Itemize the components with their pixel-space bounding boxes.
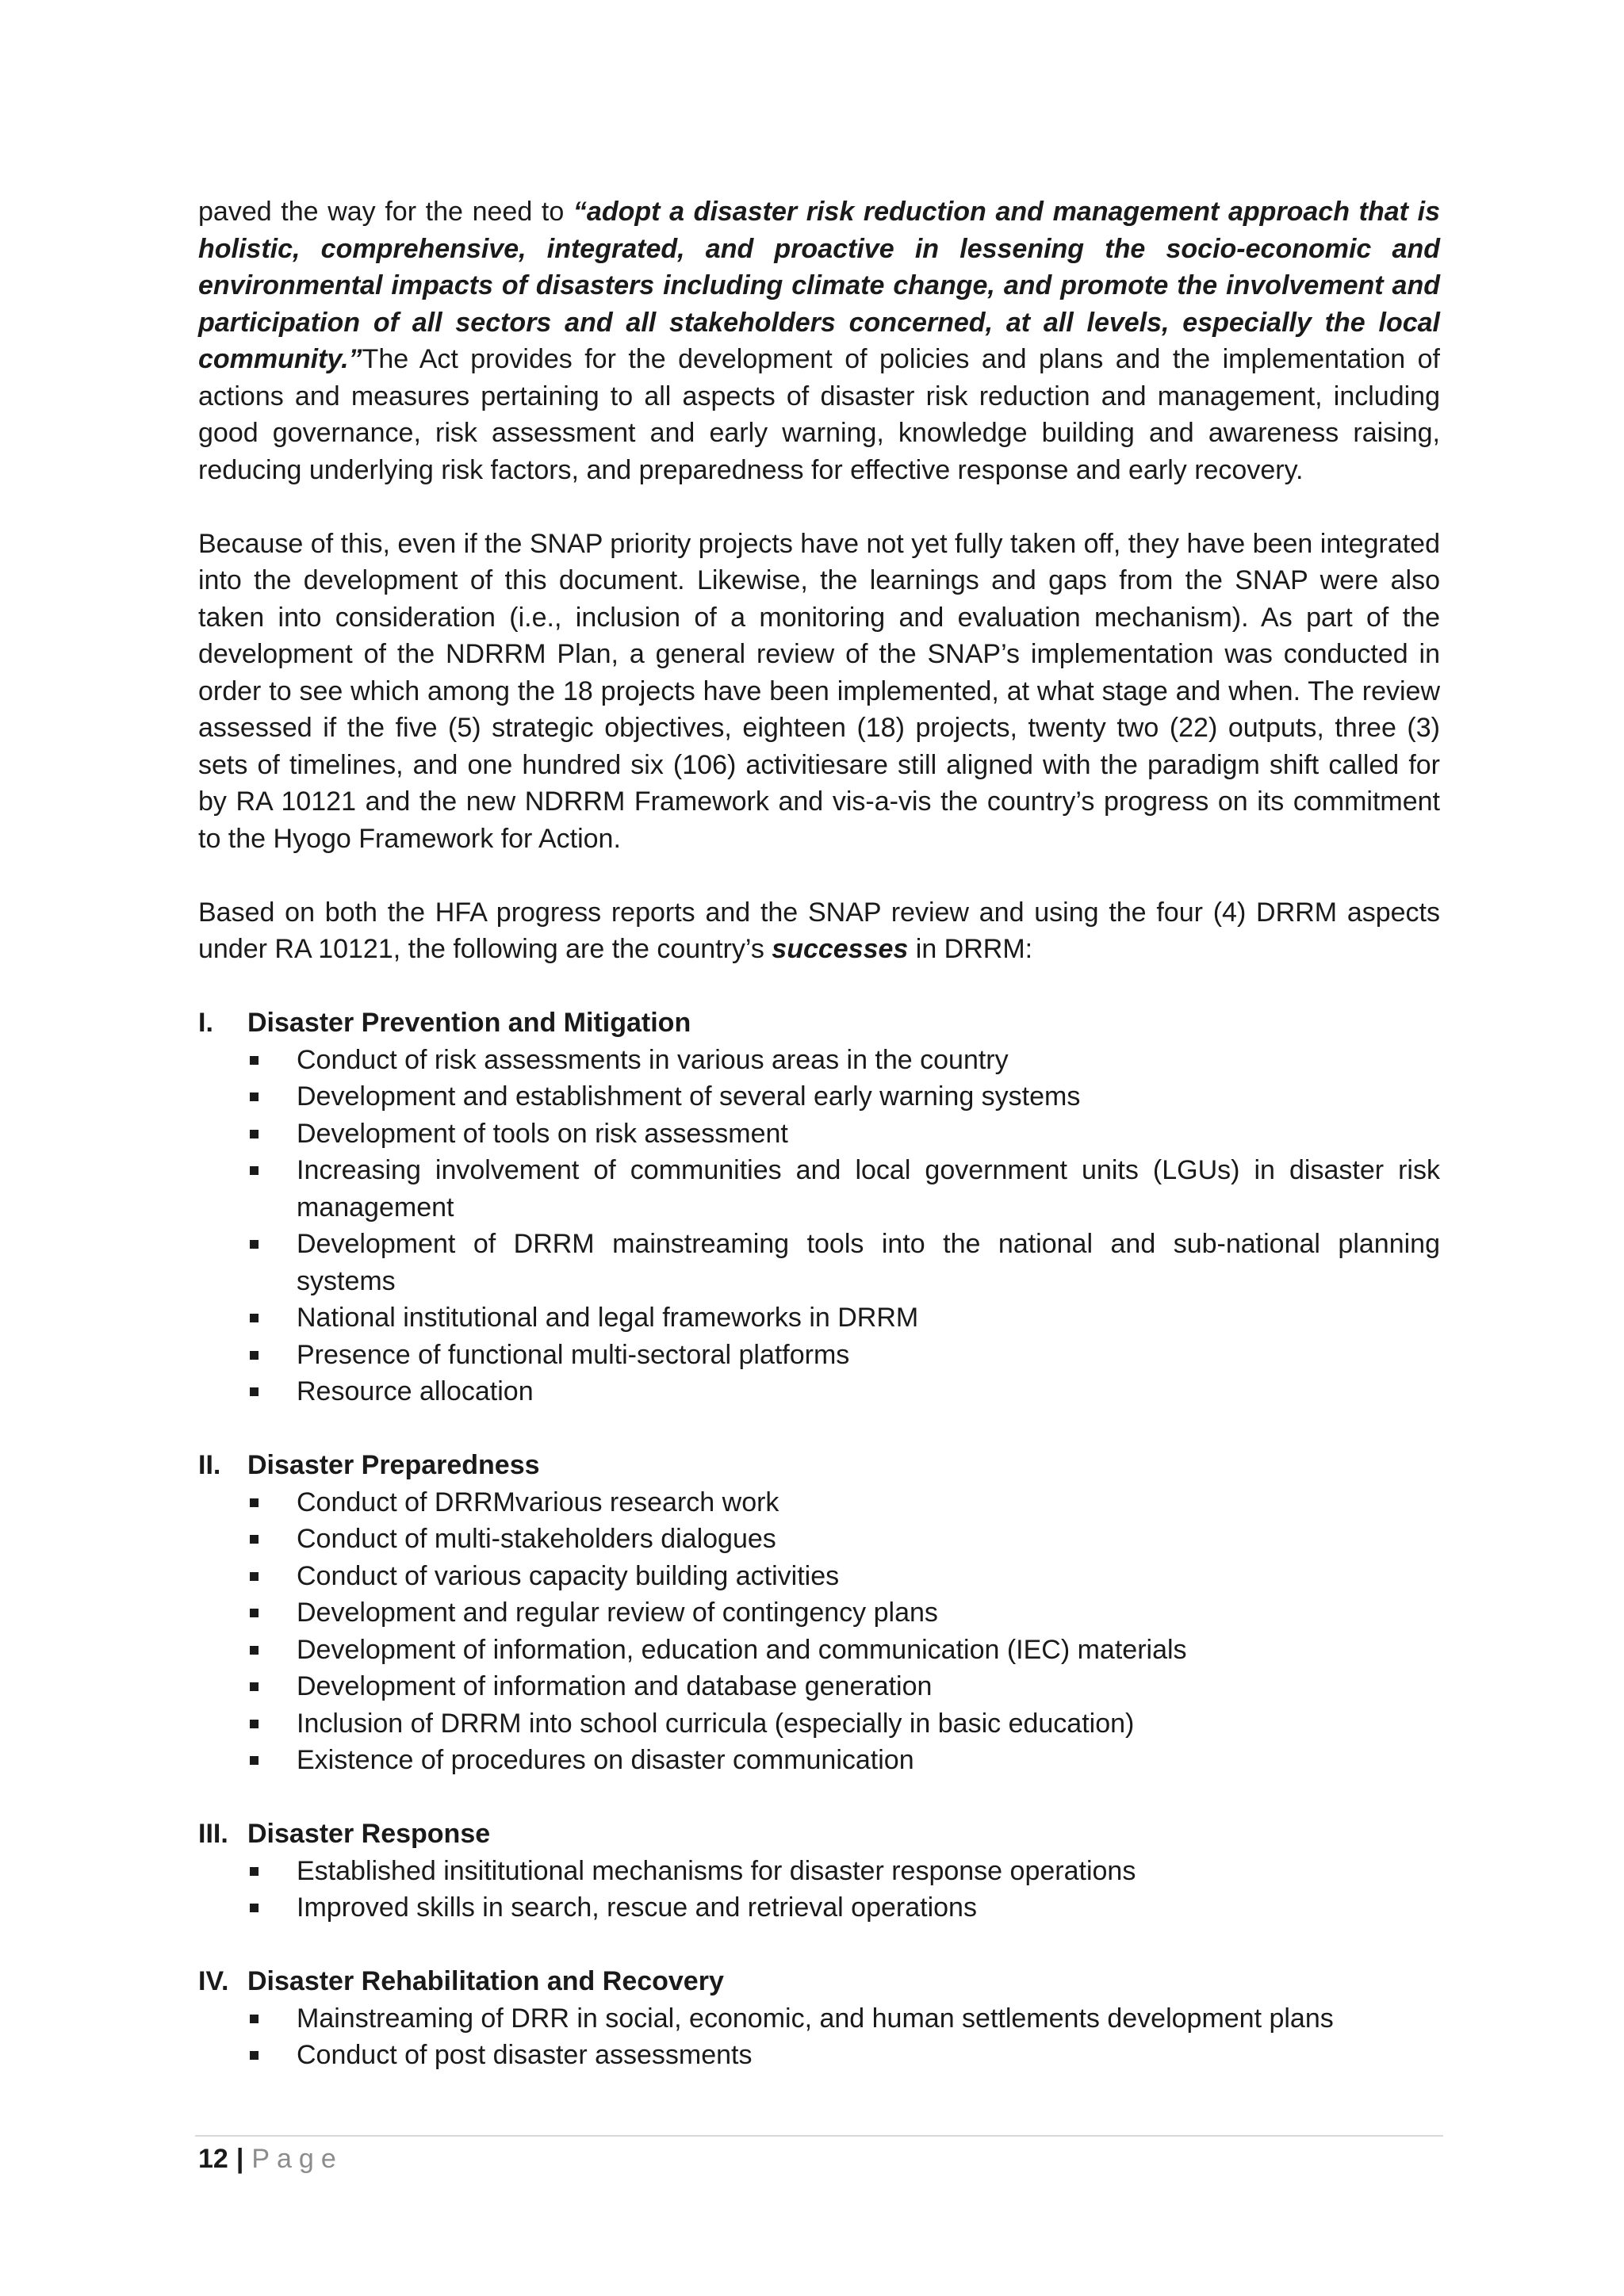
square-bullet-icon — [250, 1720, 259, 1728]
section-heading — [198, 1447, 1440, 1484]
list-item: Development and establishment of several early warning systems — [198, 1078, 1440, 1115]
list-item: Inclusion of DRRM into school curricula (especially in basic education) — [198, 1705, 1440, 1743]
square-bullet-icon — [250, 1535, 259, 1544]
footer-separator: | — [236, 2144, 244, 2174]
page-number: 12 — [198, 2144, 228, 2174]
square-bullet-icon — [250, 1498, 259, 1507]
square-bullet-icon — [250, 1572, 259, 1581]
document-page — [198, 193, 1440, 2074]
list-item: Development of information, education and communication (IEC) materials — [198, 1632, 1440, 1669]
section-title: Disaster Response — [247, 1819, 491, 1849]
section-preparedness — [198, 1447, 1440, 1779]
bullet-list — [198, 1042, 1440, 1410]
section-title: Disaster Rehabilitation and Recovery — [247, 1966, 724, 1996]
section-numeral: I. — [198, 1008, 213, 1038]
square-bullet-icon — [250, 1756, 259, 1765]
square-bullet-icon — [250, 1351, 259, 1360]
list-item: Conduct of post disaster assessments — [198, 2037, 1440, 2074]
square-bullet-icon — [250, 1387, 259, 1396]
successes-lead: Based on both the HFA progress reports and the SNAP review and using the four (4) DRRM aspects under RA 10121, the following are the country’s — [198, 897, 1440, 964]
list-item: Mainstreaming of DRR in social, economic, and human settlements development plans — [198, 2000, 1440, 2038]
section-prevention — [198, 1004, 1440, 1410]
list-item: Conduct of multi-stakeholders dialogues — [198, 1521, 1440, 1558]
square-bullet-icon — [250, 1240, 259, 1249]
square-bullet-icon — [250, 2051, 259, 2060]
successes-tail: in DRRM: — [908, 934, 1033, 964]
square-bullet-icon — [250, 1093, 259, 1101]
square-bullet-icon — [250, 1166, 259, 1175]
square-bullet-icon — [250, 1646, 259, 1655]
square-bullet-icon — [250, 2015, 259, 2023]
footer-divider — [195, 2135, 1443, 2137]
review-paragraph: Because of this, even if the SNAP priority projects have not yet fully taken off, they have been integrated into the development of this document. Likewise, the learnings and gaps from the SNAP were also taken into consideration (i.e., inclusion of a monitoring and evaluation mechanism). As part of the development of the NDRRM Plan, a general review of the SNAP’s implementation was conducted in order to see which among the 18 projects have been implemented, at what stage and when. The review assessed if the five (5) strategic objectives, eighteen (18) projects, twenty two (22) outputs, three (3) sets of timelines, and one hundred six (106) activitiesare still aligned with the paradigm shift called for by RA 10121 and the new NDRRM Framework and vis-a-vis the country’s progress on its commitment to the Hyogo Framework for Action. — [198, 528, 1440, 854]
list-item: National institutional and legal frameworks in DRRM — [198, 1299, 1440, 1337]
act-quote: “adopt a disaster risk reduction and management approach that is holistic, comprehensive, integrated, and proactive in lessening the socio-economic and environmental impacts of disasters including climate change, and promote the involvement and participation of all sectors and all stakeholders concerned, at all levels, especially the local community.” — [198, 197, 1440, 374]
section-response — [198, 1816, 1440, 1927]
successes-paragraph — [198, 894, 1440, 968]
section-numeral: III. — [198, 1819, 228, 1849]
square-bullet-icon — [250, 1904, 259, 1912]
list-item: Existence of procedures on disaster communication — [198, 1742, 1440, 1779]
bullet-list — [198, 1484, 1440, 1779]
page-label: Page — [251, 2144, 343, 2174]
intro-lead: paved the way for the need to — [198, 197, 573, 227]
list-item: Increasing involvement of communities and local government units (LGUs) in disaster risk management — [198, 1152, 1440, 1226]
section-rehabilitation — [198, 1963, 1440, 2074]
list-item: Established insititutional mechanisms for disaster response operations — [198, 1853, 1440, 1890]
page-footer — [198, 2141, 343, 2177]
list-item: Conduct of risk assessments in various areas in the country — [198, 1042, 1440, 1079]
list-item: Development of information and database generation — [198, 1668, 1440, 1705]
list-item: Conduct of DRRMvarious research work — [198, 1484, 1440, 1521]
section-numeral: II. — [198, 1450, 221, 1480]
section-heading — [198, 1963, 1440, 2000]
list-item: Development and regular review of contingency plans — [198, 1594, 1440, 1632]
square-bullet-icon — [250, 1609, 259, 1617]
square-bullet-icon — [250, 1867, 259, 1876]
list-item: Development of DRRM mainstreaming tools into the national and sub-national planning systems — [198, 1226, 1440, 1299]
square-bullet-icon — [250, 1130, 259, 1138]
square-bullet-icon — [250, 1314, 259, 1322]
list-item: Presence of functional multi-sectoral platforms — [198, 1337, 1440, 1374]
section-title: Disaster Preparedness — [247, 1450, 540, 1480]
bullet-list — [198, 2000, 1440, 2074]
section-heading — [198, 1816, 1440, 1853]
successes-emphasis: successes — [772, 934, 909, 964]
section-title: Disaster Prevention and Mitigation — [247, 1008, 691, 1038]
section-numeral: IV. — [198, 1966, 229, 1996]
list-item: Conduct of various capacity building activities — [198, 1558, 1440, 1595]
list-item: Improved skills in search, rescue and retrieval operations — [198, 1889, 1440, 1927]
list-item: Resource allocation — [198, 1373, 1440, 1410]
square-bullet-icon — [250, 1056, 259, 1065]
bullet-list — [198, 1853, 1440, 1927]
intro-paragraph — [198, 193, 1440, 488]
intro-rest: The Act provides for the development of policies and plans and the implementation of actions and measures pertaining to all aspects of disaster risk reduction and management, including good governance, risk assessment and early warning, knowledge building and awareness raising, reducing underlying risk factors, and preparedness for effective response and early recovery. — [198, 344, 1440, 485]
section-heading — [198, 1004, 1440, 1042]
square-bullet-icon — [250, 1682, 259, 1691]
list-item: Development of tools on risk assessment — [198, 1115, 1440, 1153]
